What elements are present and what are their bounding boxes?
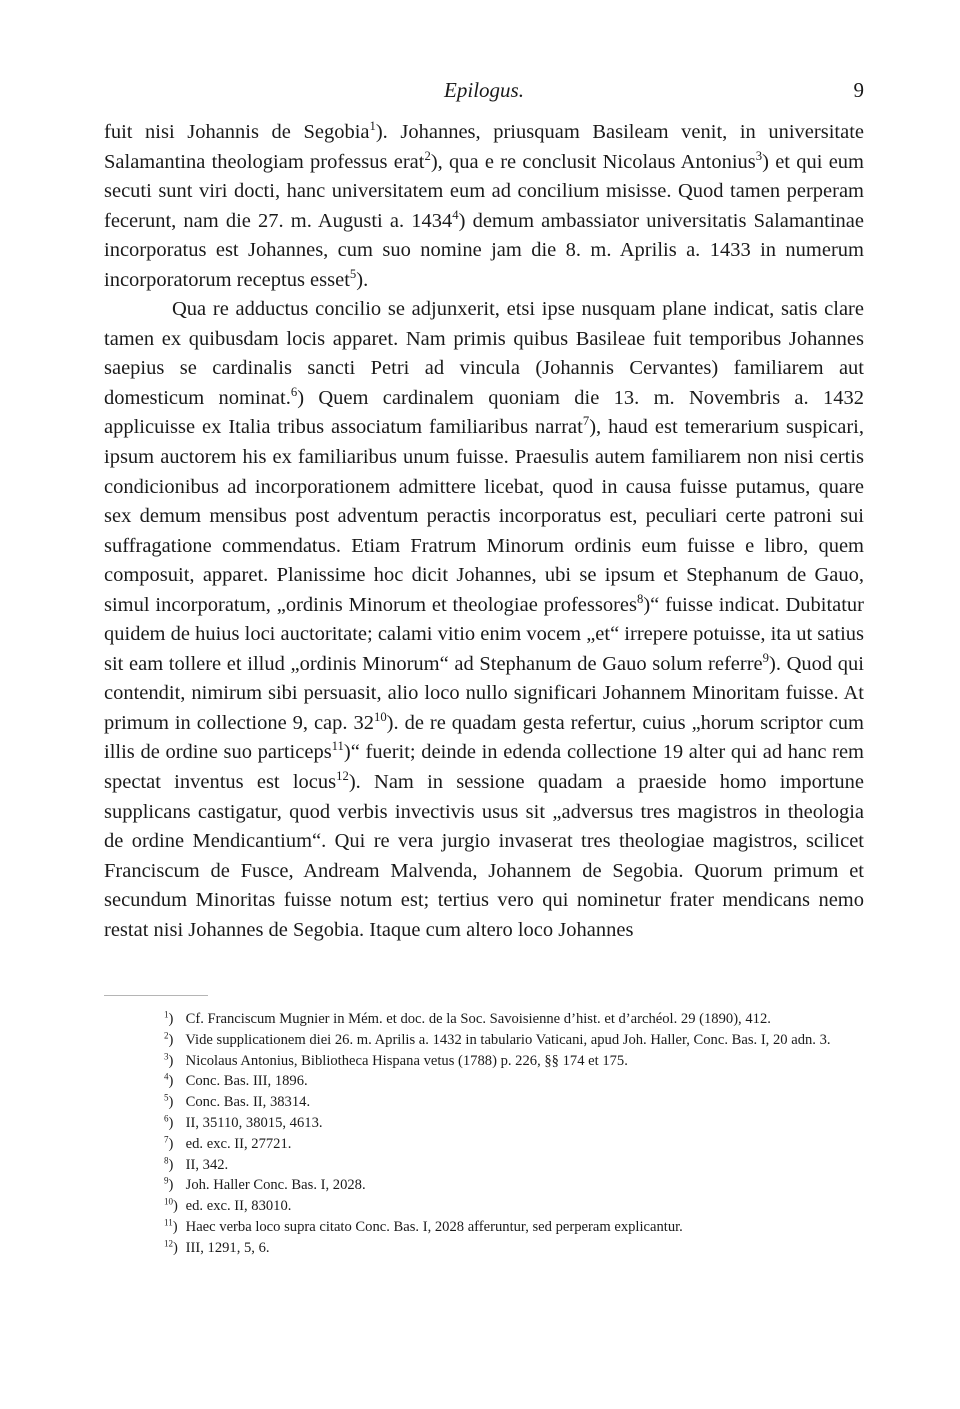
footnote-text: Cf. Franciscum Mugnier in Mém. et doc. de la Soc. Savoisienne d’hist. et d’archéol. 29 (1890), 412. <box>182 1011 771 1027</box>
text-run: ). Nam in sessione quadam a praeside homo importune supplicans castigatur, quod verbis invectivis usus sit „adversus tres magistros in theologia de ordine Mendicantium“. Qui re vera jurgio invaserat tres theologiae magistros, scilicet Franciscum de Fusce, Andream Malvenda, Johannem de Segobia. Quorum primum et secundum Minoritas fuisse notum est; tertius vero qui nominetur frater mendicans nemo restat nisi Johannes de Segobia. Itaque cum altero loco Johannes <box>104 771 864 941</box>
footnote-ref: 4 <box>452 207 459 222</box>
footnote-ref: 11 <box>331 739 344 754</box>
footnote-divider <box>104 995 208 996</box>
footnote-text: Vide supplicationem diei 26. m. Aprilis a. 1432 in tabulario Vaticani, apud Joh. Haller, Conc. Bas. I, 20 adn. 3. <box>182 1031 831 1048</box>
footnote-number: 1 <box>164 1009 169 1020</box>
footnote <box>104 1217 864 1238</box>
footnote <box>104 1009 864 1030</box>
page-header <box>104 72 864 108</box>
footnote-text: III, 1291, 5, 6. <box>182 1239 270 1256</box>
footnote <box>104 1113 864 1134</box>
text-run: ), qua e re conclusit Nicolaus Antonius <box>430 150 756 173</box>
footnote-ref: 12 <box>336 769 349 784</box>
footnote-number: 10 <box>164 1196 174 1207</box>
footnote-ref: 2 <box>424 148 431 163</box>
footnote-marker: $^5$) <box>164 1092 174 1111</box>
footnote-marker: $^{10}$) <box>164 1196 178 1215</box>
footnote <box>104 1051 864 1072</box>
footnote-text: ed. exc. II, 83010. <box>182 1198 292 1215</box>
footnote-marker: $^{11}$) <box>164 1217 178 1235</box>
text-run: ) demum ambassiator universitatis Salamantinae incorporatus est Johannes, cum suo nomine jam die 8. m. Aprilis a. 1433 in numerum incorporatorum receptus esset <box>104 209 864 291</box>
footnote-text: Conc. Bas. II, 38314. <box>182 1094 311 1111</box>
footnote <box>104 1071 864 1092</box>
text-run: ). Quod qui contendit, nimirum sibi persuasit, alio loco nullo significari Johannem Minoritam fuisse. At primum in collectione 9, cap. 32 <box>104 652 864 734</box>
footnote <box>104 1030 864 1051</box>
footnote <box>104 1092 864 1113</box>
footnote-marker: $^{12}$) <box>164 1238 178 1256</box>
footnote-marker: $^2$) <box>164 1030 174 1048</box>
footnote-marker: $^1$) <box>164 1009 174 1027</box>
footnote-ref: 6 <box>290 385 298 400</box>
footnote-marker: $^3$) <box>164 1050 174 1069</box>
footnote-number: 9 <box>164 1175 169 1186</box>
footnote-number: 7 <box>164 1134 169 1145</box>
text-run: ). Johannes, priusquam Basileam venit, in universitate Salamantina theologiam professus erat <box>104 121 864 173</box>
footnote-number: 11 <box>164 1217 173 1228</box>
footnote-ref: 10 <box>373 710 387 725</box>
text-run: Qua re adductus concilio se adjunxerit, etsi ipse nusquam plane indicat, satis clare tamen ex quibusdam locis apparet. Nam primis quibus Basileae fuit temporibus Johannes saepius se cardinalis sancti Petri ad vincula (Johannis Cervantes) familiarem aut domesticum nominat. <box>104 298 864 409</box>
page-number: 9 <box>853 78 864 102</box>
footnote-marker: $^6$) <box>164 1113 174 1131</box>
footnote-text: Conc. Bas. III, 1896. <box>182 1073 308 1090</box>
text-run: ) et qui eum secuti sunt viri docti, hanc universitatem eum ad concilium misisse. Quod tamen perperam fecerunt, nam die 27. m. Augusti a. 1434 <box>104 150 864 232</box>
footnote-ref: 9 <box>762 650 769 665</box>
footnote <box>104 1155 864 1176</box>
footnote-marker: $^9$) <box>164 1175 174 1194</box>
footnote-ref: 1 <box>369 119 376 134</box>
footnote-ref: 7 <box>582 414 590 429</box>
running-title: Epilogus. <box>444 78 524 102</box>
footnote-marker: $^8$) <box>164 1154 174 1173</box>
text-run: ), haud est temerarium suspicari, ipsum auctorem his ex familiaribus unum fuisse. Praesulis autem familiarem non nisi certis condicionibus ad incorporationem admittere licebat, quod in causa fuisse putamus, quare sex demum mensibus post adventum peractis incorporatus est, peculiari certe patroni sui suffragatione commendatus. Etiam Fratrum Minorum ordinis eum fuisse e libro, quem composuit, apparet. Planissime hoc dicit Johannes, ubi se ipsum et Stephanum de Gauo, simul incorporatum, „ordinis Minorum et theologiae professores <box>104 416 864 616</box>
footnote-marker: $^4$) <box>164 1071 174 1090</box>
footnote-number: 2 <box>164 1030 169 1041</box>
footnote-number: 4 <box>164 1071 169 1082</box>
text-run: ) Quem cardinalem quoniam die 13. m. Novembris a. 1432 applicuisse ex Italia tribus associatum familiaribus narrat <box>104 386 864 439</box>
main-text <box>104 118 864 945</box>
footnote-text: II, 342. <box>182 1156 229 1173</box>
text-run: ). de re quadam gesta refertur, cuius „horum scriptor cum illis de ordine suo particeps <box>104 711 864 764</box>
footnote <box>104 1238 864 1259</box>
footnote-number: 5 <box>164 1092 169 1103</box>
footnote <box>104 1134 864 1155</box>
paragraph <box>104 118 864 295</box>
footnote-ref: 5 <box>349 266 357 281</box>
footnote-number: 8 <box>164 1154 169 1165</box>
footnote-text: Haec verba loco supra citato Conc. Bas. I, 2028 afferuntur, sed perperam explicantur. <box>182 1218 683 1235</box>
footnotes <box>104 1009 864 1259</box>
footnote-text: Nicolaus Antonius, Bibliotheca Hispana vetus (1788) p. 226, §§ 174 et 175. <box>182 1052 628 1069</box>
footnote-number: 3 <box>164 1050 169 1061</box>
text-run: ). <box>356 268 369 291</box>
footnote-marker: $^7$) <box>164 1134 174 1152</box>
footnote-ref: 8 <box>637 591 644 606</box>
footnote-text: II, 35110, 38015, 4613. <box>182 1114 323 1131</box>
footnote-text: ed. exc. II, 27721. <box>182 1135 292 1152</box>
footnote-ref: 3 <box>755 148 763 163</box>
footnote-number: 12 <box>164 1238 174 1249</box>
footnote <box>104 1175 864 1196</box>
paragraph <box>104 295 864 945</box>
text-run: fuit nisi Johannis de Segobia <box>104 121 370 143</box>
text-run: )“ fuerit; deinde in edenda collectione 19 alter qui ad hanc rem spectat inventus est locus <box>104 741 864 794</box>
footnote-text: Joh. Haller Conc. Bas. I, 2028. <box>182 1177 366 1194</box>
footnote-number: 6 <box>164 1113 169 1124</box>
footnote <box>104 1196 864 1217</box>
text-run: )“ fuisse indicat. Dubitatur quidem de huius loci auctoritate; calami vitio enim vocem „et“ irrepere potuisse, ita ut satius sit eam tollere et illud „ordinis Minorum“ ad Stephanum de Gauo solum referre <box>104 593 865 675</box>
